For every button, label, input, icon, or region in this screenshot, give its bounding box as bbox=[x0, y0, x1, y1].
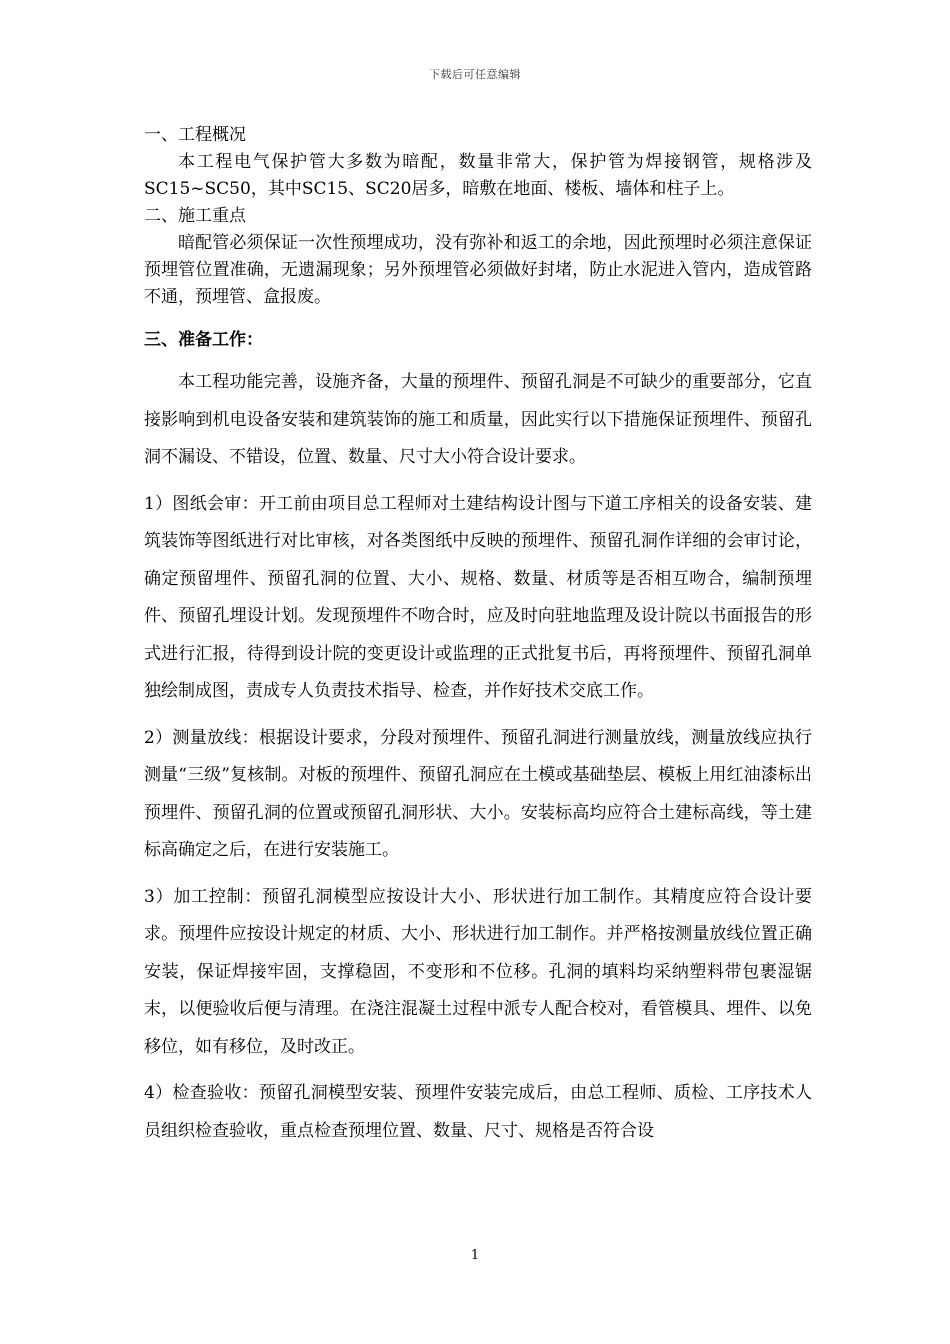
section-heading-preparation: 三、准备工作： bbox=[144, 330, 263, 350]
section-heading-overview: 一、工程概况 bbox=[144, 125, 246, 145]
section-heading-key-points: 二、施工重点 bbox=[144, 206, 246, 226]
list-item-inspection-acceptance: 4）检查验收：预留孔洞模型安装、预埋件安装完成后，由总工程师、质检、工序技术人员组织检查验收，重点检查预埋位置、数量、尺寸、规格是否符合设 bbox=[144, 1083, 812, 1141]
list-item-survey-layout: 2）测量放线：根据设计要求，分段对预埋件、预留孔洞进行测量放线，测量放线应执行测量“三级”复核制。对板的预埋件、预留孔洞应在土模或基础垫层、模板上用红油漆标出预埋件、预留孔洞的位置或预留孔洞形状、大小。安装标高均应符合土建标高线，等土建标高确定之后，在进行安装施工。 bbox=[144, 727, 812, 860]
list-item-drawing-review: 1）图纸会审：开工前由项目总工程师对土建结构设计图与下道工序相关的设备安装、建筑装饰等图纸进行对比审核，对各类图纸中反映的预埋件、预留孔洞作详细的会审讨论，确定预留埋件、预留孔洞的位置、大小、规格、数量、材质等是否相互吻合，编制预埋件、预留孔埋设计划。发现预埋件不吻合时，应及时向驻地监理及设计院以书面报告的形式进行汇报，待得到设计院的变更设计或监理的正式批复书后，再将预埋件、预留孔洞单独绘制成图，责成专人负责技术指导、检查，并作好技术交底工作。 bbox=[144, 493, 812, 701]
header-note: 下载后可任意编辑 bbox=[429, 68, 521, 81]
page-number: 1 bbox=[470, 1248, 480, 1263]
document-body bbox=[144, 122, 812, 1150]
preparation-intro-paragraph: 本工程功能完善，设施齐备，大量的预埋件、预留孔洞是不可缺少的重要部分，它直接影响到机电设备安装和建筑装饰的施工和质量，因此实行以下措施保证预埋件、预留孔洞不漏设、不错设，位置、数量、尺寸大小符合设计要求。 bbox=[144, 372, 812, 467]
list-item-processing-control: 3）加工控制：预留孔洞模型应按设计大小、形状进行加工制作。其精度应符合设计要求。预埋件应按设计规定的材质、大小、形状进行加工制作。并严格按测量放线位置正确安装，保证焊接牢固，支撑稳固，不变形和不位移。孔洞的填料均采纳塑料带包裹湿锯末，以便验收后便与清理。在浇注混凝土过程中派专人配合校对，看管模具、埋件、以免移位，如有移位，及时改正。 bbox=[144, 886, 812, 1057]
key-points-paragraph: 暗配管必须保证一次性预埋成功，没有弥补和返工的余地，因此预埋时必须注意保证预埋管位置准确，无遗漏现象；另外预埋管必须做好封堵，防止水泥进入管内，造成管路不通，预埋管、盒报废。 bbox=[144, 233, 812, 307]
overview-paragraph: 本工程电气保护管大多数为暗配，数量非常大，保护管为焊接钢管，规格涉及SC15~SC50，其中SC15、SC20居多，暗敷在地面、楼板、墙体和柱子上。 bbox=[144, 152, 812, 199]
